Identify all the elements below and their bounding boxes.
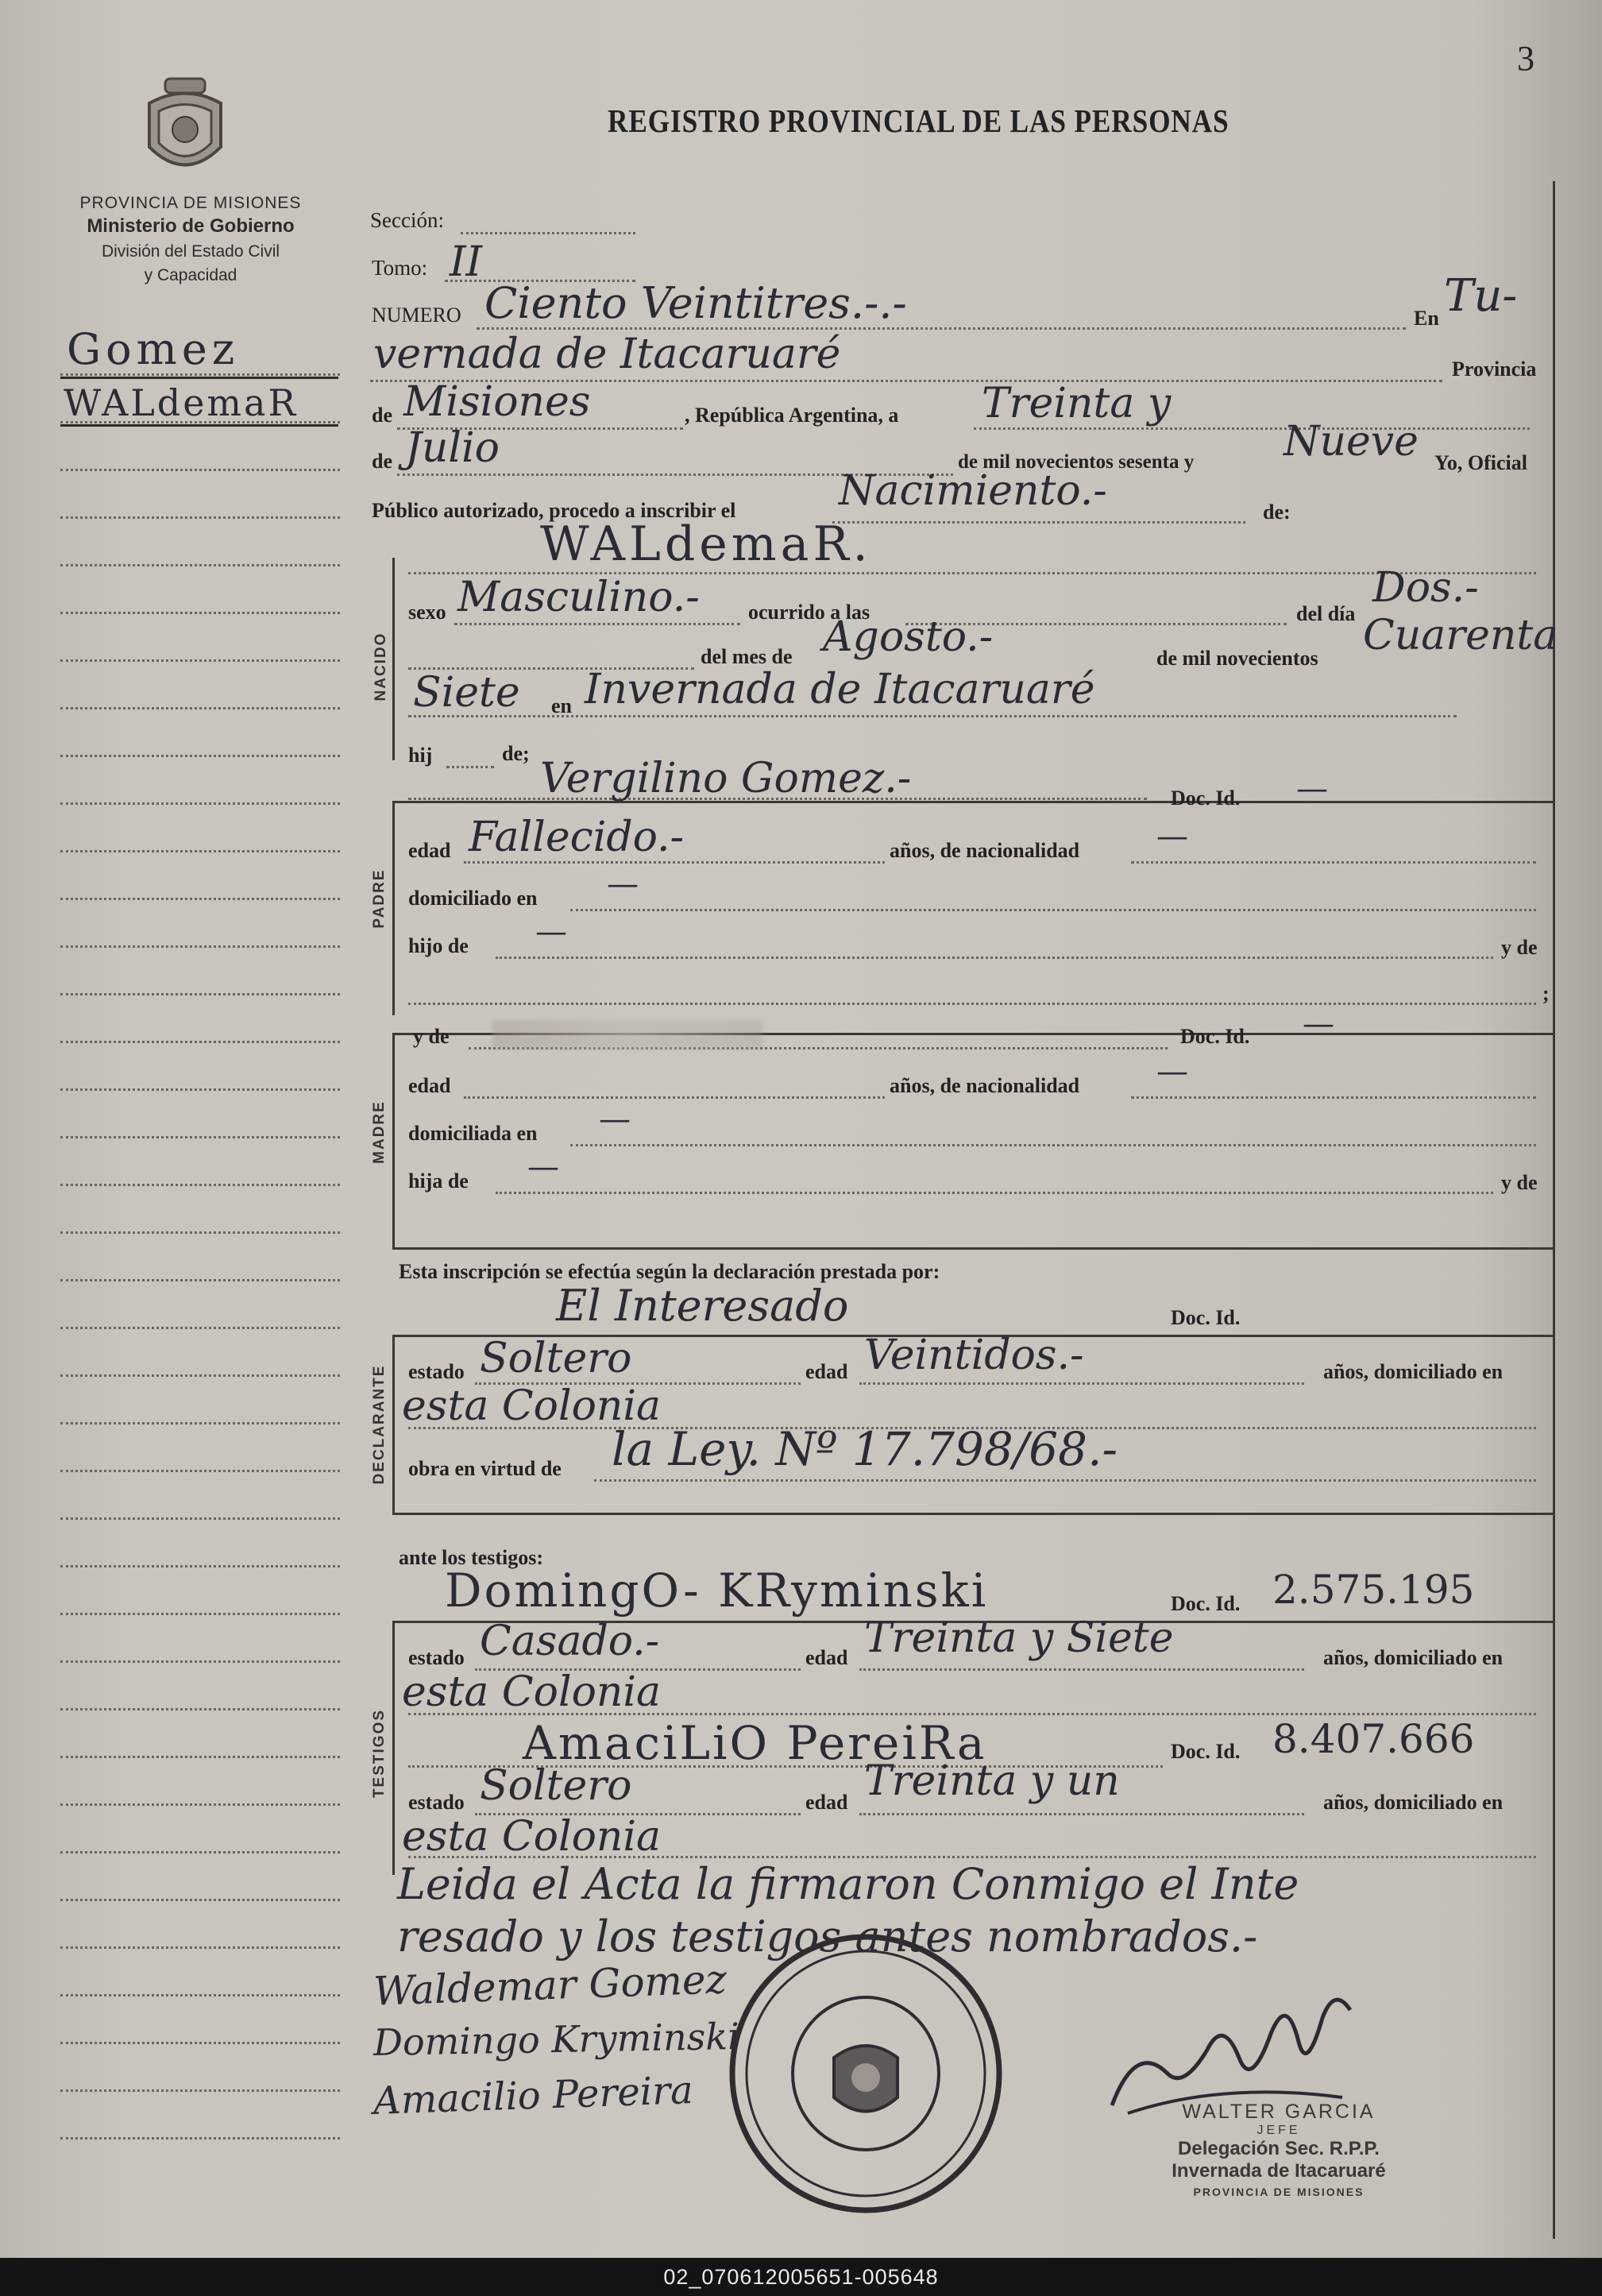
signature-domingo: Domingo Kryminski — [373, 2014, 740, 2065]
padre-y-de-label: y de — [1501, 936, 1538, 959]
testigo2-doc-value: 8.407.666 — [1272, 1716, 1475, 1762]
tomo-value: II — [450, 238, 483, 286]
padre-edad-value: Fallecido.- — [469, 814, 685, 861]
image-id-footer: 02_070612005651-005648 — [0, 2258, 1602, 2296]
madre-doc-label: Doc. Id. — [1180, 1025, 1250, 1048]
en-value-2: vernada de Itacaruaré — [373, 330, 841, 378]
testigo1-edad-label: edad — [805, 1646, 848, 1669]
de-colon-label: de: — [1263, 501, 1291, 524]
decl-estado-label: estado — [408, 1360, 465, 1383]
form-right-border — [1553, 181, 1555, 2239]
padre-edad-label: edad — [408, 839, 451, 862]
decl-edad-label: edad — [805, 1360, 848, 1383]
numero-value: Ciento Veintitres.-.- — [484, 278, 907, 328]
declarante-label: DECLARANTE — [371, 1364, 388, 1485]
dia-nac-value: Dos.- — [1372, 564, 1479, 612]
inscripcion-label: Esta inscripción se efectúa según la declaración prestada por: — [399, 1260, 940, 1283]
madre-y-de-label: y de — [413, 1025, 450, 1048]
stamp-invernada: Invernada de Itacaruaré — [1172, 2160, 1386, 2182]
dia-value: Treinta y — [982, 380, 1172, 427]
padre-hijo-label: hijo de — [408, 934, 469, 957]
cierre-line-2: resado y los testigos antes nombrados.- — [397, 1911, 1258, 1962]
agency-division: División del Estado Civil — [101, 242, 280, 261]
testigo2-edad-value: Treinta y un — [864, 1757, 1120, 1805]
de-mil-nov-label: de mil novecientos — [1156, 647, 1318, 670]
agency-province: PROVINCIA DE MISIONES — [79, 194, 302, 212]
padre-semicolon: ; — [1542, 982, 1550, 1005]
declarante-value: El Interesado — [556, 1281, 849, 1331]
de-semicolon-label: de; — [502, 742, 530, 765]
ocurrido-label: ocurrido a las — [748, 601, 870, 624]
nombre-value: WALdemaR. — [540, 516, 872, 572]
stamp-provincia: PROVINCIA DE MISIONES — [1193, 2186, 1365, 2198]
padre-dom-value: — — [607, 866, 639, 903]
declarante-doc-label: Doc. Id. — [1171, 1306, 1241, 1329]
signature-amacilio: Amacilio Pereira — [373, 2067, 694, 2124]
del-dia-label: del día — [1296, 602, 1356, 625]
del-mes-label: del mes de — [701, 645, 793, 668]
obra-value: la Ley. Nº 17.798/68.- — [612, 1422, 1118, 1476]
provincia-value: Misiones — [403, 378, 591, 426]
en-label: En — [1414, 307, 1439, 330]
lugar-nac-value: Invernada de Itacaruaré — [585, 666, 1095, 713]
testigo2-estado-value: Soltero — [480, 1762, 632, 1810]
madre-edad-label: edad — [408, 1074, 451, 1097]
testigo2-anos-dom-label: años, domiciliado en — [1323, 1791, 1504, 1814]
testigo1-edad-value: Treinta y Siete — [864, 1614, 1174, 1662]
testigo2-value: AmaciLiO PereiRa — [523, 1716, 987, 1770]
padre-nac-value: — — [1156, 818, 1188, 855]
de-label-1: de — [372, 404, 392, 427]
tomo-label: Tomo: — [372, 256, 428, 280]
cierre-line-1: Leida el Acta la firmaron Conmigo el Inte — [397, 1859, 1299, 1909]
testigo1-doc-value: 2.575.195 — [1272, 1567, 1475, 1613]
official-stamp — [1128, 2101, 1430, 2198]
republica-label: , República Argentina, a — [685, 404, 899, 427]
testigo2-estado-label: estado — [408, 1791, 465, 1814]
padre-hijo-value: — — [535, 914, 567, 950]
madre-hija-value: — — [527, 1149, 559, 1185]
madre-nombre-redacted — [492, 1020, 762, 1049]
stamp-name: WALTER GARCIA — [1182, 2101, 1376, 2123]
madre-label: MADRE — [371, 1100, 388, 1164]
madre-nac-label: años, de nacionalidad — [890, 1074, 1080, 1097]
madre-y-de-end-label: y de — [1501, 1171, 1538, 1194]
mes-nac-value: Agosto.- — [823, 613, 994, 661]
decl-estado-value: Soltero — [480, 1335, 632, 1382]
madre-nac-value: — — [1156, 1053, 1188, 1090]
numero-label: NUMERO — [372, 303, 461, 327]
provincia-label: Provincia — [1452, 358, 1537, 381]
hij-label: hij — [408, 744, 433, 767]
obra-label: obra en virtud de — [408, 1457, 562, 1480]
stamp-delegacion: Delegación Sec. R.P.P. — [1178, 2138, 1380, 2159]
sexo-label: sexo — [408, 601, 446, 624]
madre-hija-label: hija de — [408, 1169, 469, 1192]
registry-round-seal — [723, 1931, 1009, 2217]
ante-testigos-label: ante los testigos: — [399, 1546, 543, 1569]
publico-label: Público autorizado, procedo a inscribir el — [372, 499, 736, 522]
en-value-1: Tu- — [1444, 270, 1518, 322]
nacido-label: NACIDO — [373, 632, 389, 702]
anio-nac-value-2: Siete — [413, 669, 520, 717]
document-title: REGISTRO PROVINCIAL DE LAS PERSONAS — [608, 102, 1229, 139]
yo-oficial-label: Yo, Oficial — [1434, 451, 1527, 474]
testigo2-doc-label: Doc. Id. — [1171, 1740, 1241, 1763]
padre-doc-value: — — [1296, 771, 1328, 807]
madre-doc-value: — — [1303, 1006, 1334, 1042]
testigo1-estado-value: Casado.- — [480, 1618, 660, 1665]
padre-nombre-value: Vergilino Gomez.- — [540, 755, 912, 802]
en-lower-label: en — [551, 694, 572, 717]
decl-edad-value: Veintidos.- — [864, 1332, 1084, 1379]
stamp-title: JEFE — [1257, 2124, 1301, 2137]
de-label-2: de — [372, 450, 392, 473]
madre-dom-value: — — [599, 1101, 631, 1138]
acto-value: Nacimiento.- — [839, 467, 1107, 515]
decl-anos-dom-label: años, domiciliado en — [1323, 1360, 1504, 1383]
testigo1-anos-dom-label: años, domiciliado en — [1323, 1646, 1504, 1669]
testigo2-edad-label: edad — [805, 1791, 848, 1814]
sexo-value: Masculino.- — [457, 574, 700, 621]
anio-nac-value-1: Cuarenta — [1363, 612, 1558, 659]
decl-dom-value: esta Colonia — [402, 1382, 662, 1430]
testigos-label: TESTIGOS — [371, 1708, 388, 1799]
page-number: 3 — [1517, 39, 1534, 78]
testigo1-doc-label: Doc. Id. — [1171, 1592, 1241, 1615]
agency-ministry: Ministerio de Gobierno — [87, 215, 295, 237]
anio-value: Nueve — [1284, 418, 1419, 466]
madre-dom-label: domiciliada en — [408, 1122, 538, 1145]
de-mil-label: de mil novecientos sesenta y — [958, 451, 1195, 473]
padre-label: PADRE — [371, 868, 388, 929]
margin-surname: Gomez — [67, 324, 240, 374]
testigo2-dom-value: esta Colonia — [402, 1813, 662, 1861]
agency-capacity: y Capacidad — [144, 266, 237, 284]
testigo1-value: DomingO- KRyminski — [445, 1564, 989, 1618]
signature-waldemar: Waldemar Gomez — [373, 1956, 728, 2015]
margin-given-name: WALdemaR — [64, 381, 299, 424]
testigo1-estado-label: estado — [408, 1646, 465, 1669]
padre-dom-label: domiciliado en — [408, 887, 538, 910]
testigo1-dom-value: esta Colonia — [402, 1668, 662, 1716]
padre-nac-label: años, de nacionalidad — [890, 839, 1080, 862]
mes-value: Julio — [405, 424, 500, 472]
padre-doc-label: Doc. Id. — [1171, 787, 1241, 810]
seccion-label: Sección: — [370, 208, 444, 232]
